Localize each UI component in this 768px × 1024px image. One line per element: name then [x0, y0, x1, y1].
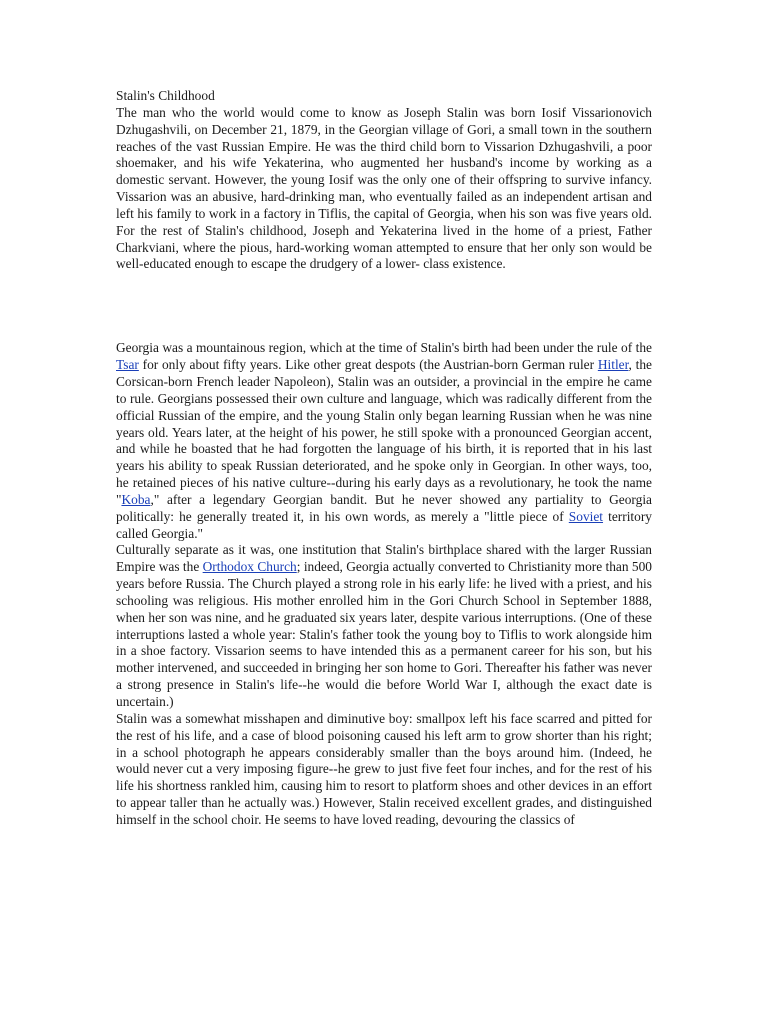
soviet-link[interactable]: Soviet [568, 508, 604, 524]
paragraph-georgia [116, 340, 652, 542]
koba-link[interactable]: Koba [121, 491, 151, 507]
orthodox-church-link[interactable]: Orthodox Church [202, 559, 297, 575]
text-segment: , the Corsican-born French leader Napoleon), Stalin was an outsider, a provincial in the empire he came to rule. Georgians possessed their own culture and language, which was radically different from the official Russian of the empire, and the young Stalin only began learning Russian when he was nine years old. Years later, at the height of his power, he still spoke with a pronounced Georgian accent, and while he boasted that he had forgotten the language of his birth, it is reported that in his last years his ability to speak Russian deteriorated, and he spoke only in Georgian. In other ways, too, he retained pieces of his native culture--during his early days as a revolutionary, he took the name " [116, 357, 652, 507]
blank-space [116, 273, 652, 340]
paragraph-appearance: Stalin was a somewhat misshapen and diminutive boy: smallpox left his face scarred and pitted for the rest of his life, and a case of blood poisoning caused his left arm to grow shorter than his right; in a school photograph he appears considerably smaller than the boys around him. (Indeed, he would never cut a very imposing figure--he grew to just five feet four inches, and for the rest of his life his shortness rankled him, causing him to resort to platform shoes and other devices in an effort to appear taller than he actually was.) However, Stalin received excellent grades, and distinguished himself in the school choir. He seems to have loved reading, devouring the classics of [116, 710, 652, 827]
text-segment: territory called Georgia." [116, 508, 652, 541]
text-segment: Culturally separate as it was, one institution that Stalin's birthplace shared with the larger Russian Empire was the [116, 542, 652, 575]
hitler-link[interactable]: Hitler [597, 357, 629, 373]
document-page [116, 88, 652, 829]
paragraph-childhood: The man who the world would come to know as Joseph Stalin was born Iosif Vissarionovich Dzhugashvili, on December 21, 1879, in the Georgian village of Gori, a small town in the southern reaches of the vast Russian Empire. He was the third child born to Vissarion Dzhugashvili, a poor shoemaker, and his wife Yekaterina, who augmented her husband's income by working as a domestic servant. However, the young Iosif was the only one of their offspring to survive infancy. Vissarion was an abusive, hard-drinking man, who eventually failed as an independent artisan and left his family to work in a factory in Tiflis, the capital of Georgia, when his son was five years old. For the rest of Stalin's childhood, Joseph and Yekaterina lived in the home of a priest, Father Charkviani, where the pious, hard-working woman attempted to ensure that her only son would be well-educated enough to escape the drudgery of a lower- class existence. [116, 104, 652, 272]
paragraph-church [116, 542, 652, 710]
text-segment: ," after a legendary Georgian bandit. But he never showed any partiality to Georgia politically: he generally treated it, in his own words, as merely a "little piece of [116, 491, 652, 524]
text-segment: Georgia was a mountainous region, which at the time of Stalin's birth had been under the rule of the [116, 340, 652, 356]
document-title: Stalin's Childhood [116, 88, 215, 103]
text-segment: for only about fifty years. Like other great despots (the Austrian-born German ruler [138, 357, 598, 373]
text-segment: ; indeed, Georgia actually converted to Christianity more than 500 years before Russia. The Church played a strong role in his early life: he lived with a priest, and his schooling was religious. His mother enrolled him in the Gori Church School in September 1888, when her son was nine, and he graduated six years later, despite various interruptions. (One of these interruptions lasted a whole year: Stalin's father took the young boy to Tiflis to work alongside him in a shoe factory. Vissarion seems to have intended this as a permanent career for his son, but his mother intervened, and succeeded in bringing her son home to Gori. Thereafter his father was never a strong presence in Stalin's life--he would die before World War I, although the exact date is uncertain.) [116, 559, 653, 709]
tsar-link[interactable]: Tsar [116, 357, 139, 373]
